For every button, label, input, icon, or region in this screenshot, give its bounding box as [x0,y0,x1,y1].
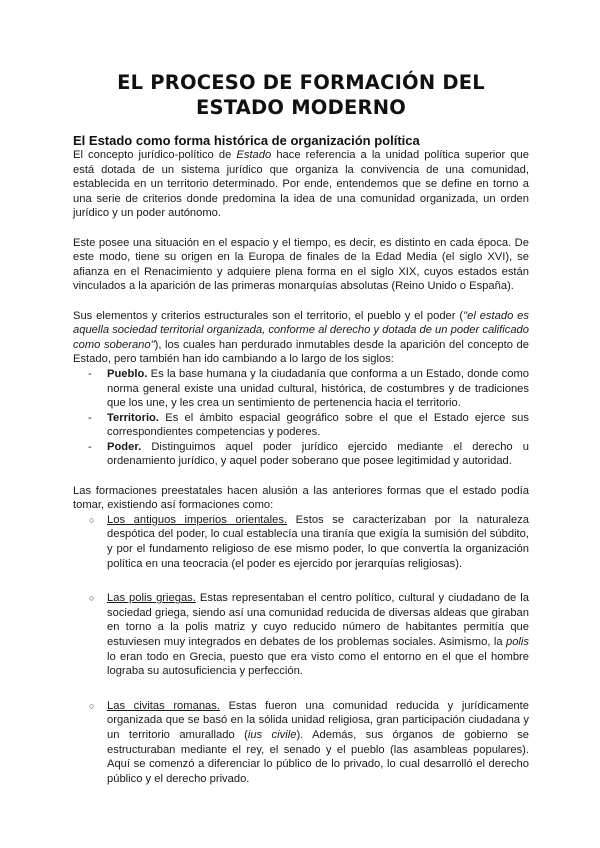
term-imperios: Los antiguos imperios orientales. [107,513,288,526]
item-text: Estas fueron una comunidad reducida y jurídicamente organizada que se basó en la sólida unidad religiosa, gran participación ciudadana y un territorio amurallado ( [107,699,529,741]
elements-list [73,367,529,469]
document-page [73,70,529,786]
paragraph-elements [73,309,529,367]
list-item-pueblo [88,367,529,411]
item-text: lo eran todo en Grecia, puesto que era visto como el entorno en el que el hombre lograba su autosuficiencia y perfección. [107,650,529,678]
text-run: Sus elementos y criterios estructurales son el territorio, el pueblo y el poder ( [73,309,464,322]
paragraph-preestatales: Las formaciones preestatales hacen alusión a las anteriores formas que el estado podía tomar, existiendo así formaciones como: [73,484,529,512]
term-civitas: Las civitas romanas. [107,699,220,712]
list-item-civitas [89,699,530,787]
text-run: hace referencia a la unidad política superior que está dotada de un sistema jurídico que organiza la convivencia de una comunidad, establecida en un territorio determinado. Por ende, entendemos que se define en torno a una serie de criterios donde predomina la idea de una comunidad organizada, un orden jurídico y un poder autónomo. [73,149,529,220]
italic-term: ius civile [247,728,297,741]
list-item-poder [88,440,529,469]
paragraph-concept [73,148,529,221]
list-item-polis [89,591,529,679]
document-title: EL PROCESO DE FORMACIÓN DEL ESTADO MODERNO [117,71,485,119]
formations-list [73,591,529,679]
term-territorio: Territorio. [107,411,160,424]
circle-bullet: ○ [89,700,95,711]
dash-bullet: - [88,440,92,453]
dash-bullet: - [88,411,92,424]
item-text: Es el ámbito espacial geográfico sobre el que el Estado ejerce sus correspondientes competencias y poderes. [107,411,529,439]
item-text: ). Además, sus órganos de gobierno se estructuraban mediante el rey, el senado y el pueblo (las asambleas populares). Aquí se comenzó a diferenciar lo público de lo privado, lo cual desarrolló el derecho público y el derecho privado. [107,728,530,785]
item-text: Estos se caracterizaban por la naturaleza despótica del poder, lo cual establecía una tiranía que exigía la sumisión del súbdito, y por el fundamento religioso de ese mismo poder, lo que convertía la organización política en una teocracia (el poder es ejercido por jerarquías religiosas). [107,513,529,570]
section-heading: El Estado como forma histórica de organización política [73,133,420,148]
term-pueblo: Pueblo. [107,367,148,380]
list-item-imperios [89,513,529,571]
circle-bullet: ○ [89,514,95,525]
circle-bullet: ○ [89,593,95,604]
dash-bullet: - [88,367,92,380]
formations-list [73,699,529,787]
text-run: ), los cuales han perdurado inmutables desde la aparición del concepto de Estado, pero también han ido cambiando a lo largo de los siglos: [73,338,530,366]
italic-term: polis [505,636,529,648]
formations-list [73,513,529,571]
item-text: Distinguimos aquel poder jurídico ejercido mediante el derecho u ordenamiento jurídico, y aquel poder soberano que posee legitimidad y autoridad. [107,440,529,468]
term-polis: Las polis griegas. [107,592,196,605]
term-poder: Poder. [107,440,142,453]
text-run: El concepto jurídico-político de [73,149,237,161]
item-text: Es la base humana y la ciudadanía que conforma a un Estado, donde como norma general existe una unidad cultural, histórica, de costumbres y de tradiciones que los une, y les crea un sentimiento de pertenencia hacia el territorio. [107,367,529,410]
paragraph-origin: Este posee una situación en el espacio y el tiempo, es decir, es distinto en cada época. De este modo, tiene su origen en la Europa de finales de la Edad Media (el siglo XVI), se afianza en el Renacimiento y adquiere plena forma en el siglo XIX, cuyos estados están vinculados a la aparición de las primeras monarquías absolutas (Reino Unido o España). [73,236,529,293]
list-item-territorio [88,411,529,440]
item-text: Estas representaban el centro político, cultural y ciudadano de la sociedad griega, siendo así una comunidad reducida de diversas aldeas que giraban en torno a la polis matriz y cuyo reducido número de habitantes permitía que estuviesen muy integrados en debates de los problemas sociales. Asimismo, la [107,592,529,648]
italic-quote: "el estado es aquella sociedad territorial organizada, conforme al derecho y dotada de un poder calificado como soberano" [73,309,529,351]
italic-term: Estado [236,149,272,161]
